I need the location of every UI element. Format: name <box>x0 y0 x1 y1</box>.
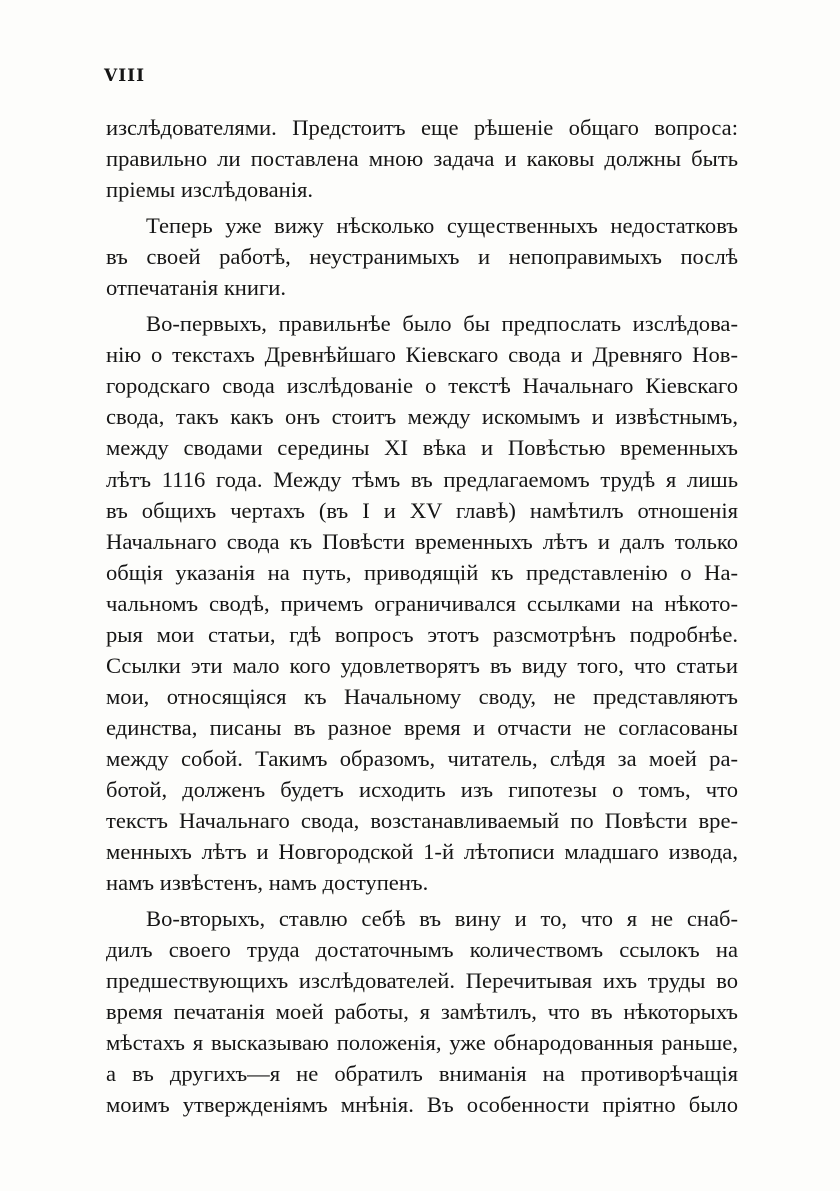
body-text <box>106 112 738 1121</box>
text-line: отпечатанія книги. <box>106 275 286 301</box>
text-line: въ своей работѣ, неустранимыхъ и непоправимыхъ послѣ <box>106 244 738 270</box>
text-line: менныхъ лѣтъ и Новгородской 1-й лѣтописи младшаго извода, <box>106 839 738 865</box>
text-line: свода, такъ какъ онъ стоитъ между искомымъ и извѣстнымъ, <box>106 404 738 430</box>
text-line: единства, писаны въ разное время и отчасти не согласованы <box>106 714 738 740</box>
text-line: Во-первыхъ, правильнѣе было бы предпослать изслѣдова- <box>146 311 738 337</box>
text-line: городскаго свода изслѣдованіе о текстѣ Начальнаго Кіевскаго <box>106 373 738 399</box>
paragraph <box>106 210 738 303</box>
paragraph <box>106 903 738 1120</box>
text-line: ботой, долженъ будетъ исходить изъ гипотезы о томъ, что <box>106 776 738 802</box>
text-line: правильно ли поставлена мною задача и каковы должны быть <box>106 146 738 172</box>
paragraph <box>106 112 738 205</box>
text-line: между собой. Такимъ образомъ, читатель, слѣдя за моей ра- <box>106 745 738 771</box>
text-line: Во-вторыхъ, ставлю себѣ въ вину и то, что я не снаб- <box>146 906 738 932</box>
text-line: предшествующихъ изслѣдователей. Перечитывая ихъ труды во <box>106 968 738 994</box>
text-line: Ссылки эти мало кого удовлетворятъ въ виду того, что статьи <box>106 652 738 678</box>
text-line: время печатанія моей работы, я замѣтилъ, что въ нѣкоторыхъ <box>106 999 738 1025</box>
text-line: мѣстахъ я высказываю положенія, уже обнародованныя раньше, <box>106 1030 738 1056</box>
text-line: намъ извѣстенъ, намъ доступенъ. <box>106 870 429 896</box>
text-line: Начальнаго свода къ Повѣсти временныхъ лѣтъ и далъ только <box>106 528 738 554</box>
text-line: а въ другихъ—я не обратилъ вниманія на противорѣчащія <box>106 1061 738 1087</box>
text-line: моимъ утвержденіямъ мнѣнія. Въ особенности пріятно было <box>106 1092 738 1118</box>
text-line: пріемы изслѣдованія. <box>106 177 314 203</box>
text-line: текстъ Начальнаго свода, возстанавливаемый по Повѣсти вре- <box>106 808 738 834</box>
text-line: Теперь уже вижу нѣсколько существенныхъ недостатковъ <box>146 213 738 239</box>
text-line: между сводами середины XI вѣка и Повѣстью временныхъ <box>106 435 738 461</box>
text-line: мои, относящіяся къ Начальному своду, не представляютъ <box>106 683 738 709</box>
text-line: нію о текстахъ Древнѣйшаго Кіевскаго свода и Древняго Нов- <box>106 342 738 368</box>
text-line: чальномъ сводѣ, причемъ ограничивался ссылками на нѣкото- <box>106 590 738 616</box>
text-line: лѣтъ 1116 года. Между тѣмъ въ предлагаемомъ трудѣ я лишь <box>106 466 738 492</box>
text-line: рыя мои статьи, гдѣ вопросъ этотъ разсмотрѣнъ подробнѣе. <box>106 621 738 647</box>
text-line: общія указанія на путь, приводящій къ представленію о На- <box>106 559 738 585</box>
text-line: въ общихъ чертахъ (въ I и XV главѣ) намѣтилъ отношенія <box>106 497 738 523</box>
text-line: изслѣдователями. Предстоитъ еще рѣшеніе общаго вопроса: <box>106 115 738 140</box>
page-number: VIII <box>104 66 146 86</box>
paragraph <box>106 308 738 898</box>
text-line: дилъ своего труда достаточнымъ количествомъ ссылокъ на <box>106 937 738 963</box>
